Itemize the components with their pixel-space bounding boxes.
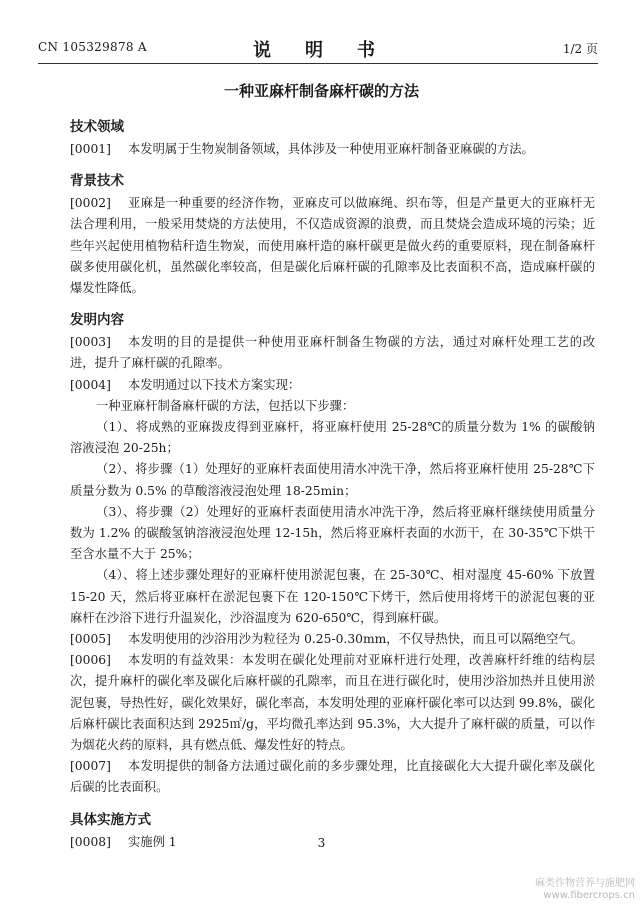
site-watermark [535,878,635,902]
section-heading-background: 背景技术 [70,173,124,190]
document-title: 一种亚麻杆制备麻杆碳的方法 [223,82,419,100]
header-title: 说 明 书 [253,40,383,61]
paragraph-number: [0004] [70,377,111,392]
paragraph-text: 本发明使用的沙浴用沙为粒径为 0.25-0.30mm，不仅导热快，而且可以隔绝空气。 [128,632,584,647]
paragraph-number: [0001] [70,142,111,156]
paragraph-0003 [70,332,595,374]
document-body [70,118,595,853]
paragraph-number: [0006] [70,653,111,668]
patent-number: CN 105329878 A [38,40,147,54]
header-divider [38,63,598,64]
header-row [38,36,598,62]
method-step-4: （4）、将上述步骤处理好的亚麻杆使用淤泥包裹，在 25-30℃、相对湿度 45-60% 下放置 15-20 天，然后将亚麻杆在淤泥包裹下在 120-150℃下烤干，然后使用将烤干的淤泥包裹的亚麻杆在沙浴下进行升温炭化，沙浴温度为 620-650℃，得到麻杆碳。 [70,568,595,625]
paragraph-text: 本发明提供的制备方法通过碳化前的多步骤处理，比直接碳化大大提升碳化率及碳化后碳的比表面积。 [70,759,595,795]
method-intro: 一种亚麻杆制备麻杆碳的方法，包括以下步骤： [96,398,355,413]
watermark-site-name: 麻类作物营养与施肥网 [535,878,635,889]
method-step-1: （1）、将成熟的亚麻拨皮得到亚麻杆，将亚麻杆使用 25-28℃的质量分数为 1% 的碳酸钠溶液浸泡 20-25h； [70,420,595,456]
paragraph-number: [0003] [70,335,111,350]
paragraph-text: 本发明属于生物炭制备领域，具体涉及一种使用亚麻杆制备亚麻碳的方法。 [128,142,534,156]
paragraph-number: [0005] [70,632,111,647]
section-heading-embodiments: 具体实施方式 [70,811,151,828]
paragraph-0004 [70,375,595,396]
paragraph-text: 实施例 1 [128,834,177,849]
paragraph-text: 本发明通过以下技术方案实现： [128,377,301,392]
paragraph-0007 [70,756,595,798]
section-heading-invention: 发明内容 [70,312,124,329]
section-heading-technical-field: 技术领域 [70,119,124,135]
page-number: 3 [317,836,326,850]
paragraph-number: [0002] [70,196,111,211]
paragraph-0005 [70,629,595,650]
method-step-3: （3）、将步骤（2）处理好的亚麻杆表面使用清水冲洗干净，然后将亚麻杆继续使用质量分数为 1.2% 的碳酸氢钠溶液浸泡处理 12-15h，然后将亚麻杆表面的水沥干，在 30-35℃下烘干至含水量不大于 25%； [70,504,595,562]
paragraph-number: [0008] [70,834,111,849]
page-indicator: 1/2 页 [562,42,598,56]
paragraph-number: [0007] [70,759,111,774]
paragraph-0001 [70,139,595,160]
paragraph-0002 [70,193,595,299]
paragraph-text: 本发明的有益效果：本发明在碳化处理前对亚麻杆进行处理，改善麻杆纤维的结构层次，提升麻杆的碳化率及碳化后麻杆碳的孔隙率，而且在进行碳化时，使用沙浴加热并且使用淤泥包裹，导热性好，碳化效果好，碳化率高，本发明处理的亚麻杆碳化率可以达到 99.8%，碳化后麻杆碳比表面积达到 2925㎡/g，平均微孔率达到 95.3%，大大提升了麻杆碳的质量，可以作为烟花火药的原料，具有燃点低、爆发性好的特点。 [70,653,595,753]
method-step-2: （2）、将步骤（1）处理好的亚麻杆表面使用清水冲洗干净，然后将亚麻杆使用 25-28℃下质量分数为 0.5% 的草酸溶液浸泡处理 18-25min； [70,462,595,498]
paragraph-text: 亚麻是一种重要的经济作物，亚麻皮可以做麻绳、织布等，但是产量更大的亚麻杆无法合理利用，一般采用焚烧的方法使用，不仅造成资源的浪费，而且焚烧会造成环境的污染；近些年兴起使用植物秸秆造生物炭，而使用麻杆造的麻杆碳更是做火药的重要原料，现在制备麻杆碳多使用碳化机，虽然碳化率较高，但是碳化后麻杆碳的孔隙率及比表面积不高，造成麻杆碳的爆发性降低。 [70,196,595,296]
paragraph-text: 本发明的目的是提供一种使用亚麻杆制备生物碳的方法，通过对麻杆处理工艺的改进，提升了麻杆碳的孔隙率。 [70,335,595,371]
paragraph-0006 [70,650,595,756]
watermark-url: www.fibercrops.cn [543,890,635,901]
